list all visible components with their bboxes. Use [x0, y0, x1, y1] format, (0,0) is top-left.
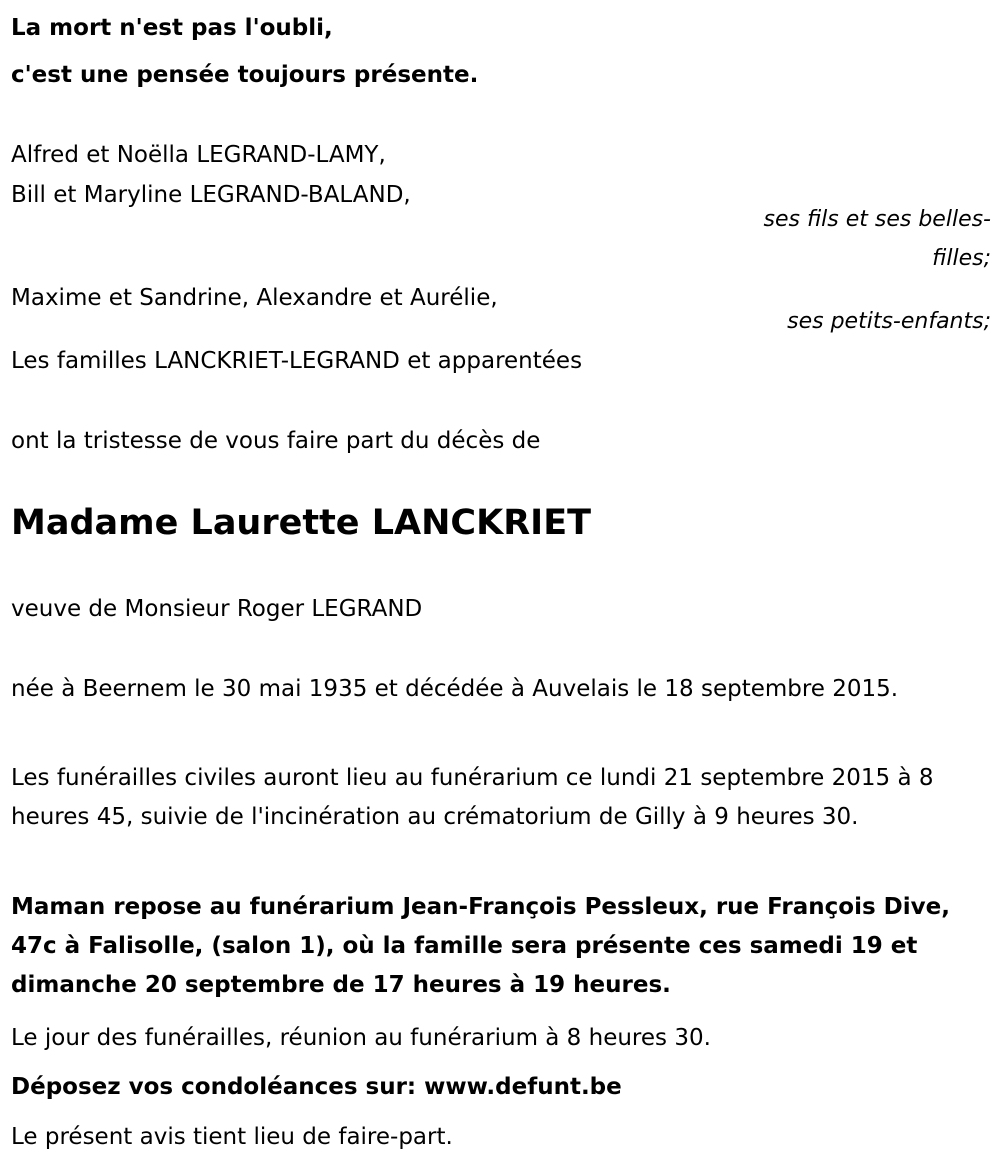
- grandchildren-relation: ses petits-enfants;: [787, 309, 991, 334]
- obituary-notice: [11, 0, 991, 1172]
- epigraph-line-1: La mort n'est pas l'oubli,: [11, 15, 333, 41]
- sons-line-1: Alfred et Noëlla LEGRAND-LAMY,: [11, 142, 386, 168]
- deceased-name: Madame Laurette LANCKRIET: [11, 503, 591, 543]
- relatives-line: Les familles LANCKRIET-LEGRAND et apparentées: [11, 348, 583, 374]
- sons-relation-line-2: filles;: [932, 246, 991, 271]
- sons-relation-line-1: ses fils et ses belles-: [763, 207, 991, 232]
- ceremony-paragraph: Les funérailles civiles auront lieu au funérarium ce lundi 21 septembre 2015 à 8 heures 45, suivie de l'incinération au crématorium de Gilly à 9 heures 30.: [11, 765, 934, 830]
- condolences-line: Déposez vos condoléances sur: www.defunt.be: [11, 1074, 622, 1100]
- announcement-line: ont la tristesse de vous faire part du décès de: [11, 428, 541, 454]
- sons-line-2: Bill et Maryline LEGRAND-BALAND,: [11, 182, 411, 208]
- widow-of-line: veuve de Monsieur Roger LEGRAND: [11, 596, 423, 622]
- epigraph-line-2: c'est une pensée toujours présente.: [11, 62, 479, 88]
- birth-death-paragraph: née à Beernem le 30 mai 1935 et décédée à Auvelais le 18 septembre 2015.: [11, 676, 899, 702]
- grandchildren-line: Maxime et Sandrine, Alexandre et Aurélie,: [11, 285, 498, 311]
- notice-line: Le présent avis tient lieu de faire-part.: [11, 1124, 453, 1150]
- viewing-paragraph: Maman repose au funérarium Jean-François Pessleux, rue François Dive, 47c à Falisolle, (salon 1), où la famille sera présente ces samedi 19 et dimanche 20 septembre de 17 heures à 19 heures.: [11, 894, 950, 998]
- meeting-line: Le jour des funérailles, réunion au funérarium à 8 heures 30.: [11, 1025, 711, 1051]
